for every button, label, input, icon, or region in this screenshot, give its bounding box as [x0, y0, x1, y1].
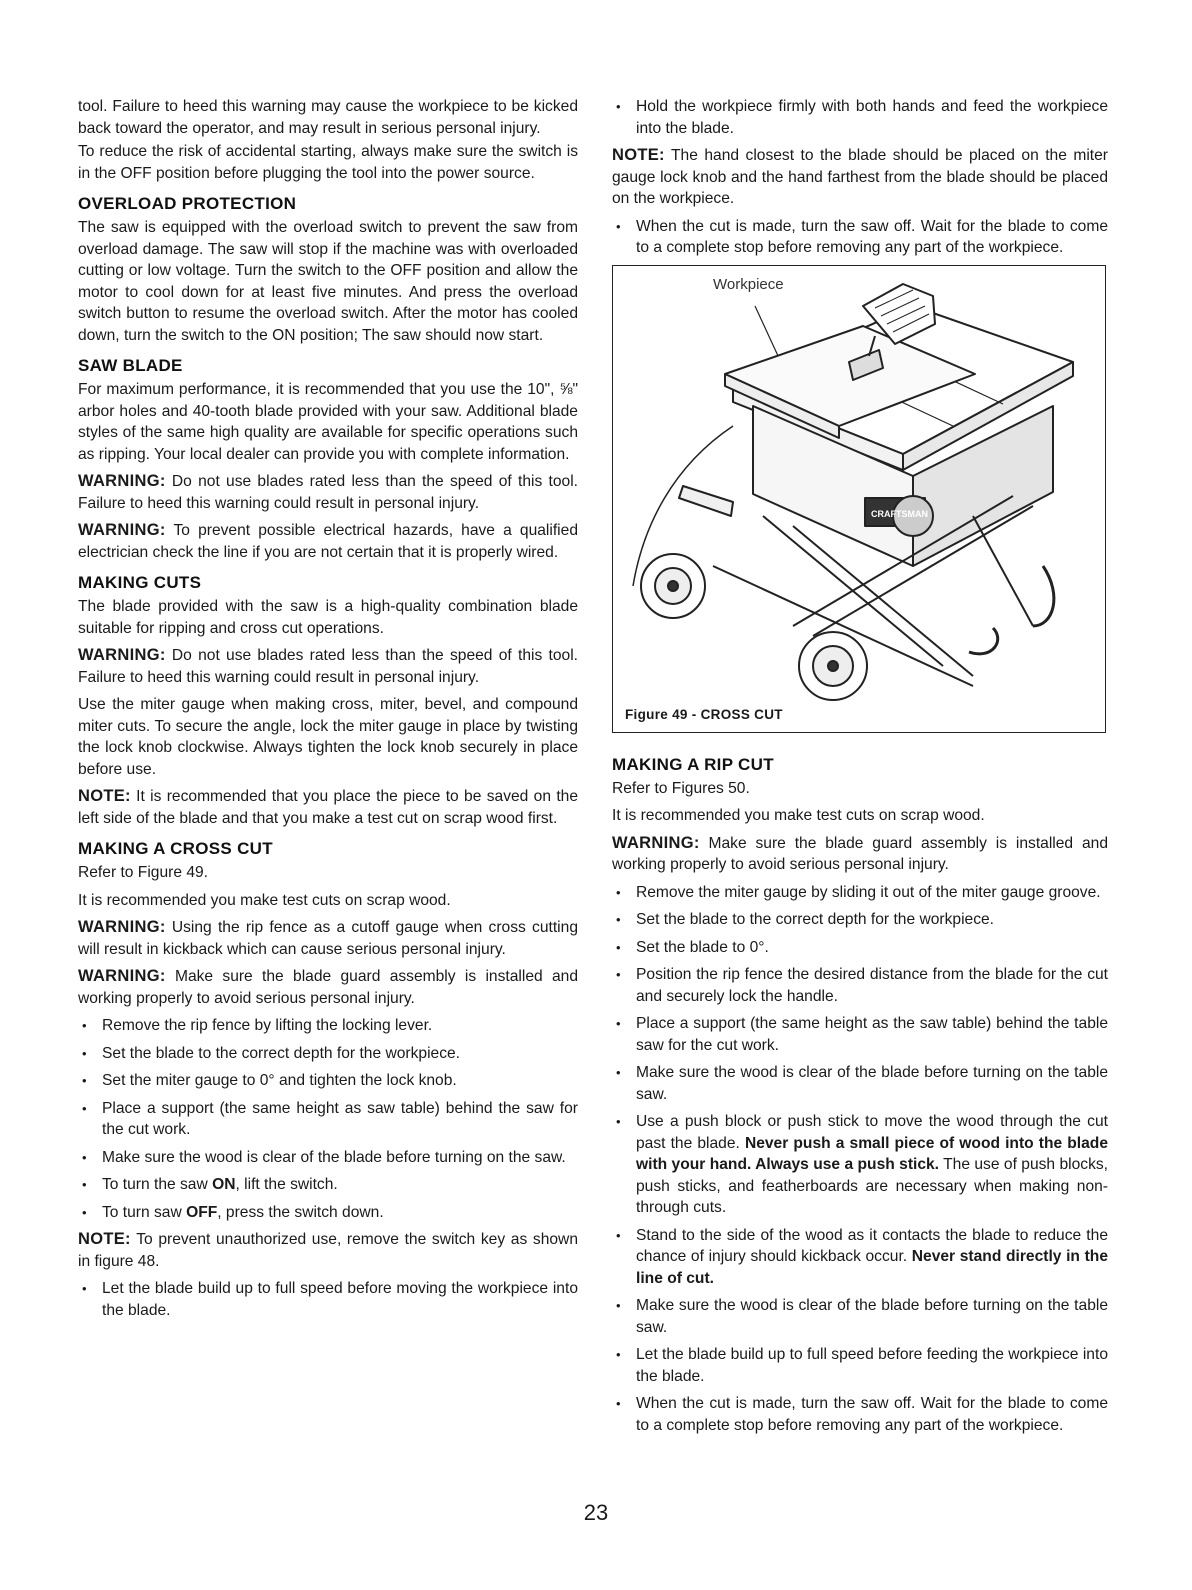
cross-cut-heading: MAKING A CROSS CUT — [78, 839, 273, 858]
right-column — [612, 96, 1108, 1442]
list-item: • Make sure the wood is clear of the blade before turning on the saw. — [78, 1147, 578, 1169]
item-text: , press the switch down. — [217, 1203, 384, 1221]
making-cuts-warning — [78, 645, 578, 688]
warning-label: WARNING: — [78, 918, 166, 936]
item-text: Stand to the side of the wood as it contacts the blade to reduce the chance of injury should kickback occur. — [636, 1226, 1108, 1265]
warning-label: WARNING: — [78, 967, 166, 985]
cross-cut-ref: Refer to Figure 49. — [78, 864, 209, 881]
list-item: • Set the miter gauge to 0° and tighten the lock knob. — [78, 1070, 578, 1092]
note-label: NOTE: — [612, 146, 665, 164]
rip-cut-ref: Refer to Figures 50. — [612, 779, 750, 797]
rip-cut-steps — [612, 882, 1108, 1437]
table-saw-illustration — [613, 266, 1105, 732]
list-item: • Make sure the wood is clear of the blade before turning on the table saw. — [612, 1062, 1108, 1105]
figure-49 — [612, 265, 1106, 733]
rip-cut-warning — [612, 833, 1108, 876]
list-item: • Set the blade to 0°. — [612, 937, 1108, 959]
list-item — [612, 1225, 1108, 1290]
note-text: To prevent unauthorized use, remove the switch key as shown in figure 48. — [78, 1231, 578, 1270]
warning-label: WARNING: — [78, 472, 166, 490]
saw-blade-heading: SAW BLADE — [78, 356, 183, 375]
warning-text: Do not use blades rated less than the speed of this tool. Failure to heed this warning could result in personal injury. — [78, 473, 578, 512]
cross-cut-warning-2 — [78, 966, 578, 1009]
warning-text: Using the rip fence as a cutoff gauge when cross cutting will result in kickback which can cause serious personal injury. — [78, 919, 578, 958]
list-item: • Let the blade build up to full speed before moving the workpiece into the blade. — [78, 1278, 578, 1321]
making-cuts-text: The blade provided with the saw is a high-quality combination blade suitable for ripping and cross cut operations. — [78, 598, 578, 637]
making-cuts-heading: MAKING CUTS — [78, 573, 202, 592]
warning-label: WARNING: — [612, 833, 700, 852]
note-text: It is recommended that you place the piece to be saved on the left side of the blade and that you make a test cut on scrap wood first. — [78, 788, 578, 827]
cross-cut-steps-2 — [78, 1278, 578, 1321]
note-label: NOTE: — [78, 1230, 131, 1248]
item-text: , lift the switch. — [235, 1176, 338, 1193]
warning-label: WARNING: — [78, 521, 166, 539]
list-item — [612, 1111, 1108, 1219]
list-item: • Let the blade build up to full speed before feeding the workpiece into the blade. — [612, 1344, 1108, 1387]
overload-heading: OVERLOAD PROTECTION — [78, 194, 297, 213]
note-label: NOTE: — [78, 787, 131, 805]
warning-text: Make sure the blade guard assembly is installed and working properly to avoid serious personal injury. — [78, 968, 578, 1007]
item-bold: Never push a small piece of wood into the blade with your hand. Always use a push stick. — [636, 1134, 1108, 1173]
figure-caption: Figure 49 - CROSS CUT — [625, 706, 783, 722]
warning-label: WARNING: — [78, 646, 166, 664]
note-text: The hand closest to the blade should be placed on the miter gauge lock knob and the hand farthest from the blade should be placed on the workpiece. — [612, 147, 1108, 207]
making-cuts-text-2: Use the miter gauge when making cross, miter, bevel, and compound miter cuts. To secure the angle, lock the miter gauge in place by twisting the lock knob clockwise. Always tighten the lock knob securely in place before use. — [78, 696, 578, 778]
item-text: The use of push blocks, push sticks, and featherboards are necessary when making non-through cuts. — [636, 1156, 1108, 1216]
hand-note — [612, 145, 1108, 210]
warning-text: To prevent possible electrical hazards, have a qualified electrician check the line if you are not certain that it is properly wired. — [78, 522, 578, 561]
item-bold: ON — [212, 1176, 236, 1193]
list-item: • Set the blade to the correct depth for the workpiece. — [78, 1043, 578, 1065]
warning-text: Do not use blades rated less than the speed of this tool. Failure to heed this warning could result in personal injury. — [78, 647, 578, 686]
intro-paragraph: tool. Failure to heed this warning may cause the workpiece to be kicked back toward the operator, and may result in serious personal injury. — [78, 98, 578, 137]
list-item: • Position the rip fence the desired distance from the blade for the cut and securely lock the handle. — [612, 964, 1108, 1007]
callout-workpiece: Workpiece — [713, 275, 784, 293]
item-text: Use a push block or push stick to move the wood through the cut past the blade. — [636, 1113, 1108, 1152]
item-bold: OFF — [186, 1203, 218, 1221]
list-item: • Remove the rip fence by lifting the locking lever. — [78, 1015, 578, 1037]
item-bold: Never stand directly in the line of cut. — [636, 1248, 1108, 1287]
list-item: • When the cut is made, turn the saw off. Wait for the blade to come to a complete stop before removing any part of the workpiece. — [612, 216, 1108, 259]
rip-cut-heading: MAKING A RIP CUT — [612, 754, 774, 774]
cross-cut-steps-end — [612, 216, 1108, 259]
list-item: • When the cut is made, turn the saw off. Wait for the blade to come to a complete stop before removing any part of the workpiece. — [612, 1393, 1108, 1436]
list-item: • Set the blade to the correct depth for the workpiece. — [612, 909, 1108, 931]
cross-cut-recommend: It is recommended you make test cuts on scrap wood. — [78, 891, 451, 909]
cross-cut-warning-1 — [78, 917, 578, 960]
warning-text: Make sure the blade guard assembly is installed and working properly to avoid serious personal injury. — [612, 834, 1108, 873]
item-text: To turn saw — [102, 1203, 187, 1221]
making-cuts-note — [78, 786, 578, 829]
list-item: • Place a support (the same height as saw table) behind the saw for the cut work. — [78, 1098, 578, 1141]
list-item: • Hold the workpiece firmly with both hands and feed the workpiece into the blade. — [612, 96, 1108, 139]
saw-blade-warning-1 — [78, 471, 578, 514]
brand-logo: CRAFTSMAN — [871, 508, 928, 519]
side-handle — [679, 486, 733, 516]
list-item: • Remove the miter gauge by sliding it out of the miter gauge groove. — [612, 882, 1108, 904]
list-item — [78, 1174, 578, 1196]
left-column — [78, 96, 578, 1327]
cross-cut-steps — [78, 1015, 578, 1223]
cross-cut-note — [78, 1229, 578, 1272]
intro-paragraph-2: To reduce the risk of accidental starting, always make sure the switch is in the OFF position before plugging the tool into the power source. — [78, 143, 578, 182]
cross-cut-steps-cont — [612, 96, 1108, 139]
item-text: To turn the saw — [102, 1176, 213, 1193]
overload-text: The saw is equipped with the overload switch to prevent the saw from overload damage. The saw will stop if the machine was with overloaded cutting or low voltage. Turn the switch to the OFF position and allow the motor to cool down for at least five minutes. And press the overload switch button to resume the overload switch. After the motor has cooled down, turn the switch to the ON position; The saw should now start. — [78, 219, 578, 344]
list-item: • Make sure the wood is clear of the blade before turning on the table saw. — [612, 1295, 1108, 1338]
list-item: • Place a support (the same height as the saw table) behind the table saw for the cut work. — [612, 1013, 1108, 1056]
saw-blade-warning-2 — [78, 520, 578, 563]
saw-blade-text: For maximum performance, it is recommended that you use the 10", ⅝" arbor holes and 40-tooth blade provided with your saw. Additional blade styles of the same high quality are available for specific operations such as ripping. Your local dealer can provide you with complete information. — [78, 381, 578, 463]
page-number: 23 — [583, 1500, 609, 1525]
rip-cut-recommend: It is recommended you make test cuts on scrap wood. — [612, 807, 985, 824]
list-item — [78, 1202, 578, 1224]
